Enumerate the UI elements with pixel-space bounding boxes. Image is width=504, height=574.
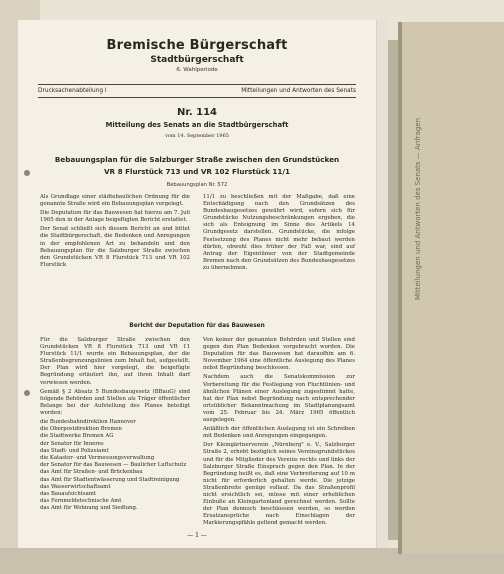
page-number: — 1 — (187, 532, 207, 539)
document-subtitle: Mitteilung des Senats an die Stadtbürgerschaft (105, 121, 289, 129)
document-number: Nr. 114 (176, 107, 218, 118)
paragraph: 11/1 zu beschließen mit der Maßgabe, daß eine Entschädigung nach den Grundsätzen des Bundesbaugesetzes gewährt wird, sofern sich für Grundstücke Nutzungsbeschränkungen ergeben, die sich als Enteignung im Sinne des Artikels 14 Grundgesetz darstellen. Grundstücke, die infolge Festsetzung des Planes nicht mehr bebaut werden dürfen, obwohl dies früher der Fall war, sind auf Antrag der Eigentümer von der Stadtgemeinde Bremen nach den Grundsätzen des Bundesbaugesetzes zu übernehmen. (203, 194, 355, 271)
list-item: die Bundesbahndirektion Hannover (40, 419, 136, 426)
document-page (18, 20, 376, 548)
list-item: der Senator für das Bauwesen — Baulicher Luftschutz (40, 462, 187, 469)
paragraph: Der Senat schließt sich diesem Bericht an und bittet die Stadtbürgerschaft, die Bedenken und Anregungen in der empfohlenen Art zu behandeln und den Bebauungsplan für die Salzburger Straße zwischen den Grundstücken VR 8 Flurstück 713 und VR 102 Flurstück (40, 226, 190, 268)
list-item: das Amt für Wohnung und Siedlung. (40, 505, 138, 512)
intro-right-column (203, 194, 355, 274)
report-heading: Bericht der Deputation für das Bauwesen (129, 323, 265, 329)
section-label: Drucksachenabteilung I (38, 88, 107, 94)
chamber-name: Stadtbürgerschaft (150, 55, 244, 65)
paragraph: Gemäß § 2 Absatz 5 Bundesbaugesetz (BBauG) sind folgende Behörden und Stellen als Träger öffentlicher Belange bei der Aufstellung des Planes beteiligt worden: (40, 388, 190, 416)
paragraph: Für die Salzburger Straße zwischen den Grundstücken VR 8 Flurstück 713 und VR 11 Flurstück 11/1 wurde ein Bebauungsplan, der die Straßenbegrenzungslinien zum Inhalt hat, aufgestellt. Der Plan wird hier vorgelegt, die beigefügte Begründung erläutert ihn, auf ihren Inhalt darf verwiesen werden. (40, 337, 190, 386)
list-item: das Wasserwirtschaftsamt (40, 483, 111, 490)
paragraph: Die Deputation für das Bauwesen hat hierzu am 7. Juli 1965 den in der Anlage beigefügten Bericht erstattet. (40, 210, 190, 224)
header-rule-bottom (38, 97, 356, 98)
list-item: die Oberpostdirektion Bremen (40, 426, 122, 433)
series-label: Mitteilungen und Antworten des Senats (241, 88, 356, 94)
list-item: die Kataster- und Vermessungsverwaltung (40, 454, 155, 461)
list-item: die Stadtwerke Bremen AG (40, 433, 114, 440)
binder-label: Mitteilungen und Antworten des Senats — Anfragen (414, 117, 422, 300)
plan-number: Bebauungsplan Nr. 572 (166, 182, 228, 188)
parliament-name: Bremische Bürgerschaft (106, 38, 288, 53)
header-rule-top (38, 84, 356, 85)
list-item: das Bauaufsichtsamt (40, 490, 96, 497)
document-title-line1: Bebauungsplan für die Salzburger Straße zwischen den Grundstücken (54, 155, 340, 164)
binder-edge (398, 22, 402, 554)
binder-strip (388, 40, 398, 540)
paragraph: Anläßlich der öffentlichen Auslegung ist ein Schreiben mit Bedenken und Anregungen eingegangen. (203, 426, 355, 440)
agency-list (40, 419, 190, 512)
paragraph: Von keiner der genannten Behörden und Stellen sind gegen den Plan Bedenken vorgebracht worden. Die Deputation für das Bauwesen hat daraufhin am 6. November 1964 eine öffentliche Auslegung des Planes nebst Begründung beschlossen. (203, 337, 355, 372)
document-date: vom 14. September 1965 (165, 133, 229, 139)
list-item: der Senator für Inneres (40, 440, 104, 447)
list-item: das Fernmeldetechnische Amt (40, 498, 122, 505)
report-left-column (40, 337, 190, 512)
punch-hole-icon (24, 390, 30, 396)
page-spine (376, 20, 388, 548)
paragraph: Nachdem auch die Senatskommission zur Vorbereitung für die Festlegung von Fluchtlinien- und ähnlichen Plänen einer Auslegung zugestimmt hatte, hat der Plan nebst Begründung nach entsprechender ortsüblicher Bekanntmachung im Stadtplanungsamt vom 25. Februar bis 24. März 1965 öffentlich ausgelegen. (203, 374, 355, 424)
legislative-period: 6. Wahlperiode (176, 67, 218, 73)
document-title-line2: VR 8 Flurstück 713 und VR 102 Flurstück 11/1 (103, 167, 291, 176)
report-right-column (203, 337, 355, 529)
list-item: das Amt für Stadtentwässerung und Stadtreinigung (40, 476, 180, 483)
paragraph: Der Kleingärtnerverein „Nürnberg" e. V., Salzburger Straße 2, erhebt bezüglich seines Vereinsgrundstückes und für die Mitglieder des Vereins rechts und links der Salzburger Straße Einspruch gegen den Plan. In der Begründung heißt es, daß eine Verbreiterung auf 10 m nicht für erforderlich gehalten werde. Die jetzige Straßenbreite genüge vollauf. Da das Straßenprofil nicht ersichtlich sei, müsse mit einer erheblichen Einbuße an Kleingartenland gerechnet werden. Sollte der Plan dennoch beschlossen werden, so werden Ersatzansprüche nach Einschlagen der Markierungspfähle geltend gemacht werden. (203, 442, 355, 527)
intro-left-column (40, 194, 190, 271)
list-item: das Stadt- und Polizeiamt (40, 447, 109, 454)
paragraph: Als Grundlage einer städtebaulichen Ordnung für die genannte Straße wird ein Bebauungsplan vorgelegt. (40, 194, 190, 208)
list-item: das Amt für Straßen- und Brückenbau (40, 469, 143, 476)
